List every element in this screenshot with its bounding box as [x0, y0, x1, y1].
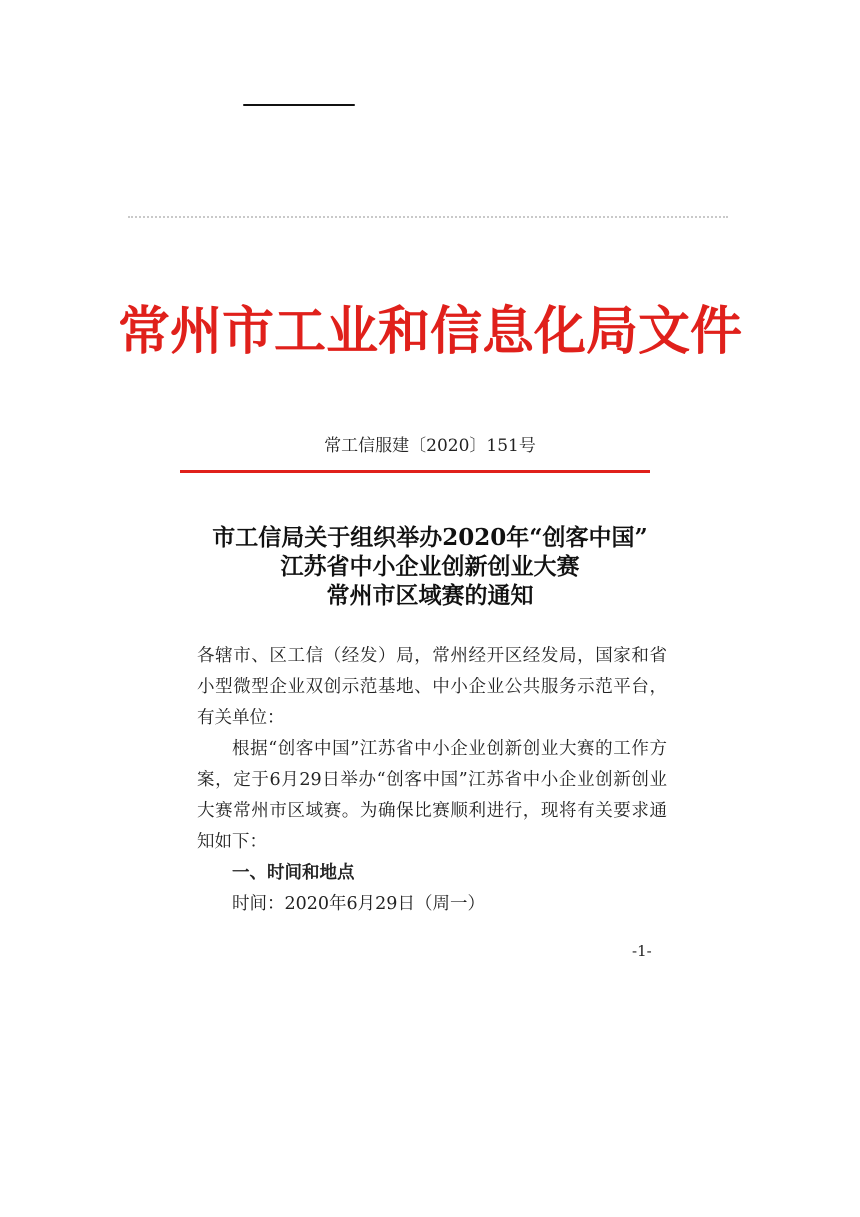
intro-paragraph: 根据“创客中国”江苏省中小企业创新创业大赛的工作方案，定于6月29日举办“创客中国”江苏省中小企业创新创业大赛常州市区域赛。为确保比赛顺利进行，现将有关要求通知如下：: [197, 739, 667, 852]
notice-title-line-2: 江苏省中小企业创新创业大赛: [280, 553, 580, 580]
document-number: 常工信服建〔2020〕151号: [324, 436, 536, 456]
top-scan-mark: [243, 104, 355, 106]
document-header-title: 常州市工业和信息化局文件: [117, 301, 742, 362]
scan-dotted-line: [128, 216, 728, 218]
notice-title: [0, 523, 860, 610]
document-body: [197, 641, 667, 920]
notice-title-line-1: 市工信局关于组织举办2020年“创客中国”: [212, 524, 648, 551]
red-divider-line: [180, 470, 650, 473]
notice-title-line-3: 常州市区域赛的通知: [326, 582, 534, 609]
time-line: 时间：2020年6月29日（周一）: [232, 894, 485, 914]
page-number: -1-: [632, 942, 652, 960]
recipients-paragraph: 各辖市、区工信（经发）局，常州经开区经发局，国家和省小型微型企业双创示范基地、中小企业公共服务示范平台，有关单位：: [197, 646, 667, 728]
section-heading-time-place: 一、时间和地点: [232, 863, 355, 883]
